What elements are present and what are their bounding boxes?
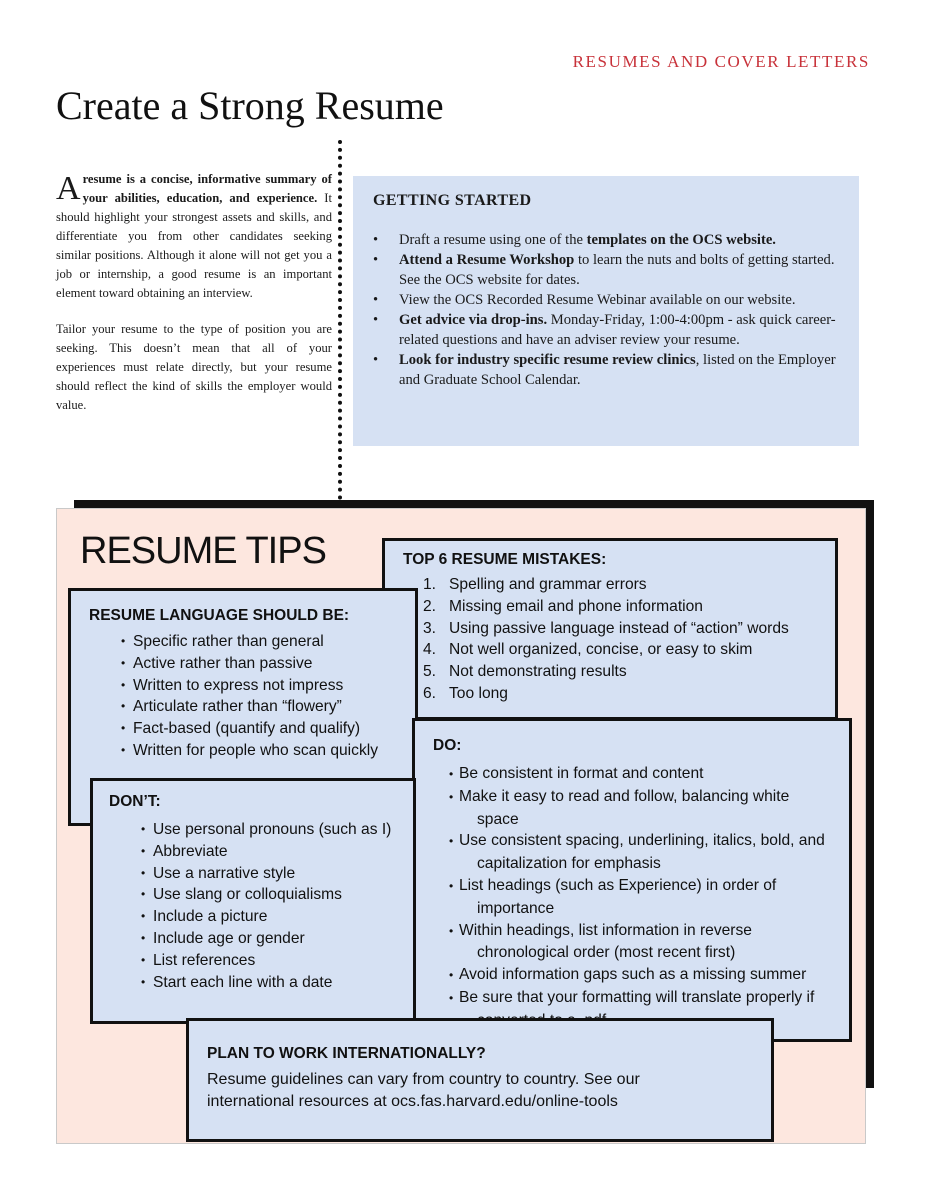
item-text: List headings (such as Experience) in order of importance (459, 876, 777, 917)
list-item (439, 920, 831, 965)
dont-box (90, 778, 416, 1024)
list-item: • Use personal pronouns (such as I) (135, 819, 397, 841)
item-text: Be sure that your formatting will translate properly if (459, 988, 815, 1006)
item-number: 3. (423, 619, 437, 637)
list-item (373, 230, 839, 250)
list-item: • Include age or gender (135, 928, 397, 950)
do-list (433, 763, 831, 1032)
intro-paragraph-1-rest: It should highlight your strongest assets and skills, and differentiate you from other candidates seeking similar positions. Although it alone will not get you a job or internship, a good resume is an important element toward obtaining an interview. (56, 191, 333, 300)
drop-cap: A (56, 170, 81, 207)
list-item (439, 786, 831, 831)
list-item (373, 290, 839, 310)
list-item (439, 830, 831, 875)
page-title: Create a Strong Resume (56, 83, 444, 128)
list-item: • Specific rather than general (115, 631, 397, 653)
list-item: • Active rather than passive (115, 653, 397, 675)
item-bold: Attend a Resume Workshop (399, 252, 575, 268)
list-item (423, 683, 817, 705)
list-item (373, 250, 839, 290)
list-item (439, 875, 831, 920)
getting-started-box (353, 176, 859, 446)
item-number: 1. (423, 576, 437, 593)
item-text: Not well organized, concise, or easy to skim (449, 641, 753, 659)
list-item: • Abbreviate (135, 841, 397, 863)
international-body: Resume guidelines can vary from country to country. See our international resources at ocs.fas.harvard.edu/online-tools (207, 1071, 640, 1110)
international-box (186, 1018, 774, 1142)
list-item: • Articulate rather than “flowery” (115, 696, 397, 718)
list-item (423, 618, 817, 640)
item-text: Make it easy to read and follow, balancing white space (459, 787, 790, 828)
intro-lead: resume is a concise, informative summary of your abilities, education, and experience. (82, 172, 332, 205)
language-heading: RESUME LANGUAGE SHOULD BE: (89, 607, 350, 624)
intro-paragraph-1 (56, 170, 332, 303)
item-number: 5. (423, 663, 437, 681)
do-heading: DO: (433, 737, 462, 754)
mistakes-list (403, 574, 817, 705)
dont-list (109, 819, 397, 993)
item-text: Missing email and phone information (449, 597, 703, 615)
item-number: 4. (423, 641, 437, 659)
item-text: Within headings, list information in reverse chronological order (most recent first) (459, 921, 752, 962)
item-text: Monday-Friday, 1:00-4:00pm - ask quick career-related questions and have an adviser review your resume. (399, 312, 836, 348)
list-item (373, 310, 839, 350)
list-item (423, 661, 817, 683)
list-item: • Use slang or colloquialisms (135, 884, 397, 906)
mistakes-heading: TOP 6 RESUME MISTAKES: (403, 551, 607, 568)
list-item: • Written to express not impress (115, 675, 397, 697)
item-text: View the OCS Recorded Resume Webinar available on our website. (399, 292, 796, 308)
item-text: Too long (449, 684, 508, 702)
section-label: RESUMES AND COVER LETTERS (572, 52, 870, 71)
item-text: to learn the nuts and bolts of getting started. See the OCS website for dates. (399, 252, 835, 288)
item-text: Draft a resume using one of the (399, 232, 587, 248)
item-text: , listed on the Employer and Graduate School Calendar. (399, 352, 836, 388)
dont-heading: DON’T: (109, 793, 161, 810)
dotted-divider (338, 140, 342, 500)
mistakes-box (382, 538, 838, 720)
list-item (423, 596, 817, 618)
item-number: 2. (423, 597, 437, 615)
item-text: Use consistent spacing, underlining, italics, bold, and capitalization for emphasis (459, 832, 825, 873)
getting-started-list (373, 230, 839, 390)
ocs-templates-link[interactable]: templates on the OCS website. (586, 232, 776, 248)
list-item: • Fact-based (quantify and qualify) (115, 718, 397, 740)
item-text: Not demonstrating results (449, 663, 627, 681)
list-item (423, 639, 817, 661)
list-item: • Written for people who scan quickly (115, 740, 397, 762)
item-text: Avoid information gaps such as a missing summer (459, 966, 807, 984)
tips-title: RESUME TIPS (80, 530, 326, 572)
list-item (439, 763, 831, 786)
item-bold: Get advice via drop-ins. (399, 312, 548, 328)
getting-started-heading: GETTING STARTED (373, 192, 532, 209)
item-text: Be consistent in format and content (459, 765, 704, 782)
item-bold: Look for industry specific resume review clinics (399, 352, 696, 368)
item-text: Spelling and grammar errors (449, 576, 647, 593)
list-item (423, 574, 817, 596)
language-list (89, 631, 397, 762)
list-item (439, 964, 831, 987)
do-box (412, 718, 852, 1042)
list-item: • Include a picture (135, 906, 397, 928)
intro-paragraph-2: Tailor your resume to the type of position you are seeking. This doesn’t mean that all of your experiences must relate directly, but your resume should reflect the kind of skills the employer would value. (56, 322, 332, 412)
international-heading: PLAN TO WORK INTERNATIONALLY? (207, 1045, 486, 1062)
intro-text (56, 170, 332, 415)
list-item: • List references (135, 950, 397, 972)
list-item (373, 350, 839, 390)
list-item: • Use a narrative style (135, 863, 397, 885)
list-item: • Start each line with a date (135, 972, 397, 994)
item-text: Using passive language instead of “action” words (449, 619, 789, 637)
item-number: 6. (423, 684, 437, 702)
